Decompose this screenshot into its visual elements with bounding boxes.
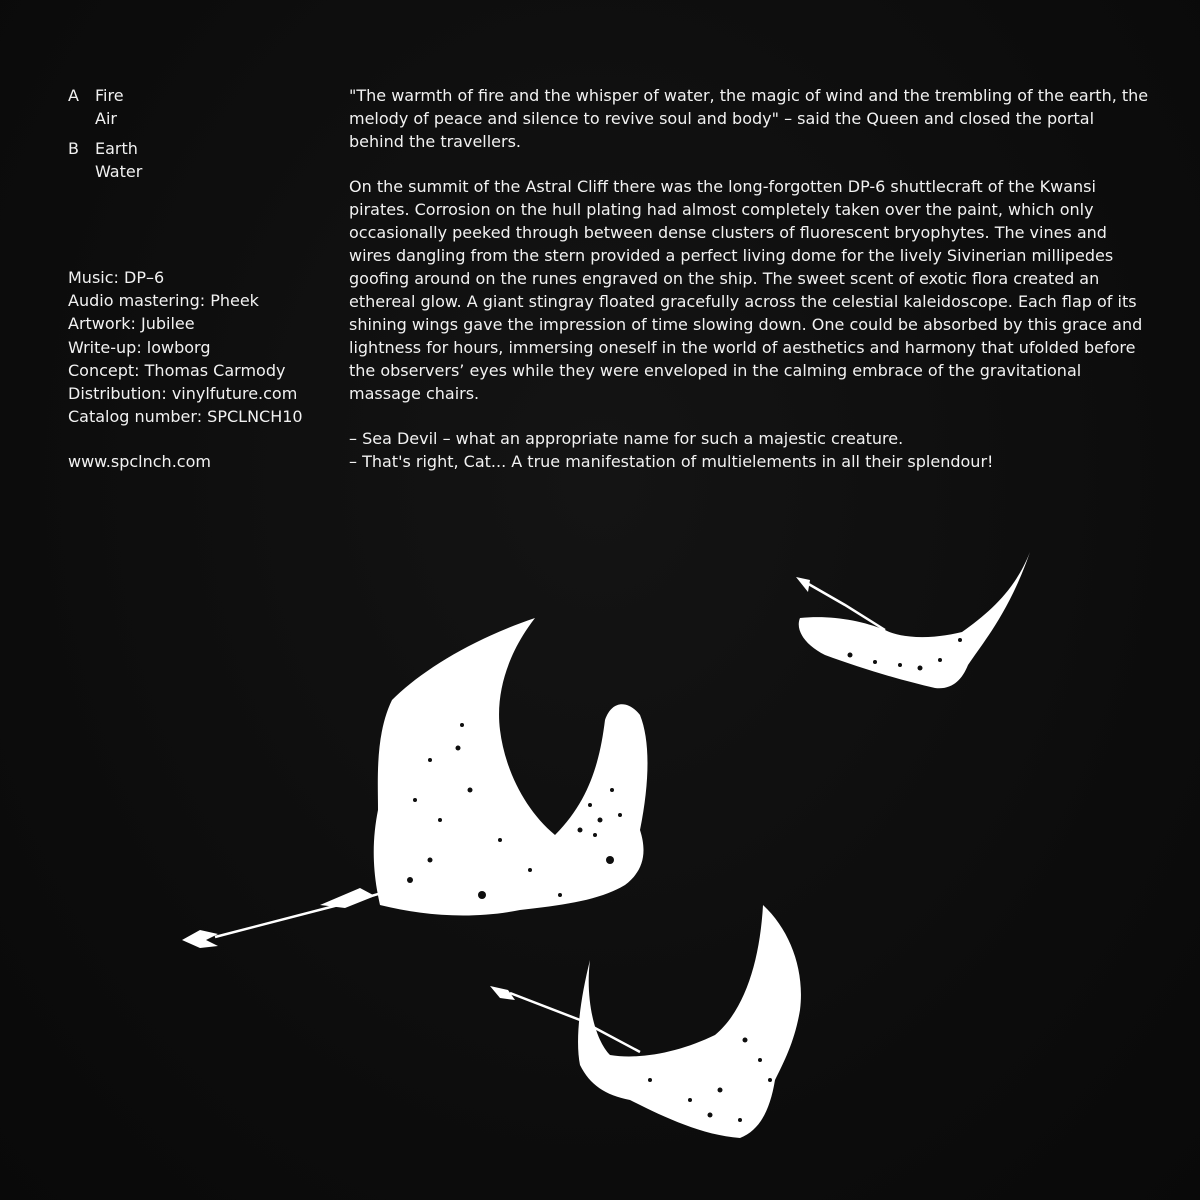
story-paragraph: On the summit of the Astral Cliff there was the long-forgotten DP-6 shuttlecraft of the Kwansi pirates. Corrosion on the hull plating had almost completely taken over the paint, which only occasionally peeked through between dense clusters of fluorescent bryophytes. The vines and wires dangling from the stern provided a perfect living dome for the lively Sivinerian millipedes goofing around on the runes engraved on the ship. The sweet scent of exotic flora created an ethereal glow. A giant stingray floated gracefully across the celestial kaleidoscope. Each flap of its shining wings gave the impression of time slowing down. One could be absorbed by this grace and lightness for hours, immersing oneself in the world of aesthetics and harmony that ufolded before the observers’ eyes while they were enveloped in the calming embrace of the gravitational massage chairs. xyxy=(349,177,1143,403)
track-title: Water xyxy=(95,162,143,181)
website-url: www.spclnch.com xyxy=(68,452,211,471)
tracklist xyxy=(68,84,142,190)
manta-ray-large-icon xyxy=(182,618,648,948)
manta-ray-small-icon xyxy=(796,552,1030,688)
credits xyxy=(68,266,303,428)
dialog-line: – Sea Devil – what an appropriate name for such a majestic creature. xyxy=(349,429,904,448)
credit-mastering: Audio mastering: Pheek xyxy=(68,291,259,311)
track-title: Air xyxy=(95,109,117,128)
credit-artwork: Artwork: Jubilee xyxy=(68,314,195,334)
track-title: Fire xyxy=(95,86,124,105)
side-letter: A xyxy=(68,86,79,105)
credit-catalog-number: Catalog number: SPCLNCH10 xyxy=(68,407,303,427)
credit-music: Music: DP–6 xyxy=(68,268,165,287)
manta-ray-bottom-icon xyxy=(490,905,801,1138)
side-letter: B xyxy=(68,139,79,158)
story-dialog xyxy=(349,427,1149,473)
story-paragraph: "The warmth of fire and the whisper of water, the magic of wind and the trembling of the earth, the melody of peace and silence to revive soul and body" – said the Queen and closed the portal behind the travellers. xyxy=(349,86,1149,151)
tracklist-side-b xyxy=(68,137,142,183)
credit-concept: Concept: Thomas Carmody xyxy=(68,360,286,380)
manta-illustration xyxy=(0,540,1200,1200)
credit-write-up: Write-up: lowborg xyxy=(68,337,211,357)
track-title: Earth xyxy=(95,139,138,158)
dialog-line: – That's right, Cat... A true manifestation of multielements in all their splendour! xyxy=(349,452,994,471)
story-text xyxy=(349,84,1149,473)
credit-distribution: Distribution: vinylfuture.com xyxy=(68,384,298,404)
tracklist-side-a xyxy=(68,84,142,130)
